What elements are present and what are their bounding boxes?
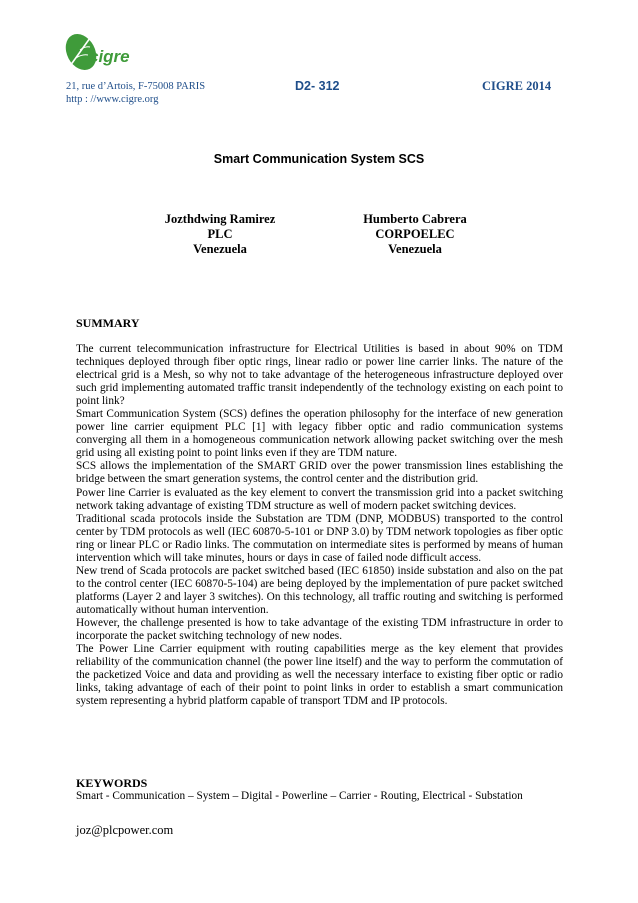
author-block [150,212,290,257]
author-affiliation: PLC [207,227,233,241]
header-address [66,80,205,106]
summary-paragraph: Power line Carrier is evaluated as the key element to convert the transmission grid into a packet switching network taking advantage of existing TDM structure as well of modern packet switching devices. [76,486,563,512]
svg-text:cigre: cigre [89,47,130,66]
contact-email: joz@plcpower.com [76,823,174,837]
author-name: Jozthdwing Ramirez [164,212,276,226]
cigre-leaf-icon [64,28,136,76]
summary-paragraph: The Power Line Carrier equipment with routing capabilities merge as the key element that provides reliability of the communication channel (the power line itself) and the way to perform the commutation of the packetized Voice and data and providing as well the necessary interface to existing fiber optic or radio links, taking advantage of each of their point to point links in order to establish a smart communication system representing a hybrid platform capable of transport TDM and IP protocols. [76,643,563,708]
summary-paragraph: New trend of Scada protocols are packet switched based (IEC 61850) inside substation and also on the pat to the control center (IEC 60870-5-104) are being deployed by the implementation of pure packet switched platforms (Layer 2 and layer 3 switches). On this technology, all traffic routing and switching is performed automatically without human intervention. [76,564,563,616]
author-affiliation: CORPOELEC [375,227,455,241]
address-line: 21, rue d’Artois, F-75008 PARIS [66,81,206,92]
summary-paragraph: Traditional scada protocols inside the Substation are TDM (DNP, MODBUS) transported to the control center by TDM protocols as well (IEC 60870-5-101 or DNP 3.0) by TDM network topologies as fiber optic ring or linear PLC or Radio links. The commutation on intermediate sites is performed by means of human intervention which will take minutes, hours or days in case of failed node difficult access. [76,512,563,564]
author-country: Venezuela [388,242,442,256]
website-line: http : //www.cigre.org [66,94,159,105]
keywords-heading: KEYWORDS [76,776,148,790]
author-name: Humberto Cabrera [363,212,467,226]
conference-label: CIGRE 2014 [482,79,552,93]
summary-heading: SUMMARY [76,316,140,330]
summary-paragraph: SCS allows the implementation of the SMART GRID over the power transmission lines establishing the bridge between the smart generation systems, the control center and the distribution grid. [76,460,563,486]
summary-paragraph: Smart Communication System (SCS) defines the operation philosophy for the interface of new generation power line carrier equipment PLC [1] with legacy fibber optic and radio communication systems converging all them in a homogeneous communication network allowing packet switching over the mesh grid using all existing point to point links even if they are TDM nature. [76,408,563,460]
paper-title: Smart Communication System SCS [213,152,425,166]
summary-paragraph: The current telecommunication infrastructure for Electrical Utilities is based in about 90% on TDM techniques deployed through fiber optic rings, linear radio or power line carrier links. The nature of the electrical grid is a Mesh, so why not to take advantage of the heterogeneous infrastructure deployed over such grid implementing automated traffic transit independently of the technology existing on each point to point link? [76,343,563,408]
paper-code: D2- 312 [295,79,340,93]
keywords-list: Smart - Communication – System – Digital - Powerline – Carrier - Routing, Electrical - Substation [76,790,523,802]
summary-paragraph: However, the challenge presented is how to take advantage of the existing TDM infrastructure in order to incorporate the packet switching technology of new nodes. [76,616,563,643]
author-country: Venezuela [193,242,247,256]
summary-body [76,343,563,708]
author-block [345,212,485,257]
cigre-logo [64,28,136,76]
